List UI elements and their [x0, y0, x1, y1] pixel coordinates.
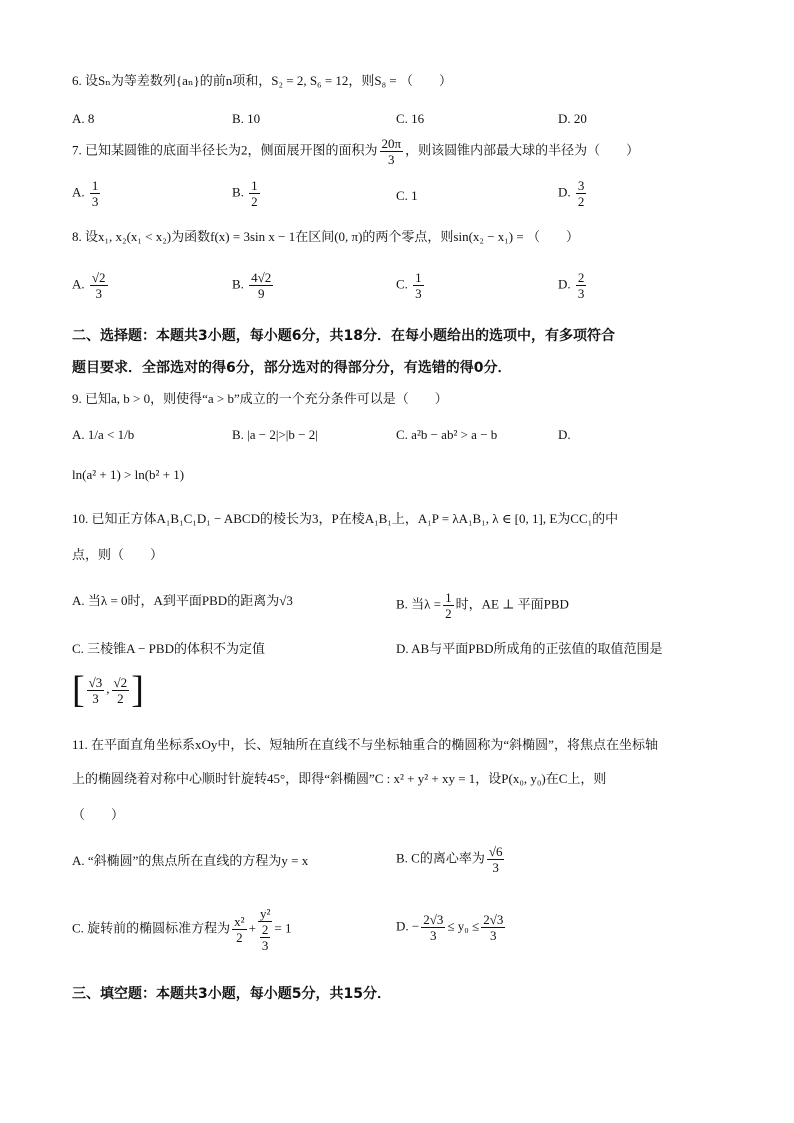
q8-c-den: 3 — [415, 286, 422, 301]
q8-d-den: 3 — [577, 286, 585, 301]
q10-range-hi-num: √2 — [113, 674, 128, 690]
q6-option-a: A. 8 — [72, 111, 95, 126]
q7-d-num: 3 — [577, 178, 585, 193]
q11-d-part1: D. − — [396, 918, 420, 934]
q8-option-a-label: A. — [72, 276, 85, 292]
q7-stem-part1: 7. 已知某圆锥的底面半径长为2，侧面展开图的面积为 — [72, 142, 378, 158]
q11-option-c: C. 旋转前的椭圆标准方程为 $\frac{\text{x²}}{2}$ + $\frac{\text{y²}}{\frac{2}{3}}$ = 1 — [72, 906, 292, 953]
q7-option-c: C. 1 — [396, 188, 418, 203]
q10-option-b — [396, 590, 569, 621]
q6-option-b: B. 10 — [232, 111, 261, 126]
q8-option-a — [72, 270, 110, 301]
q11-d-part2: ≤ y₀ ≤ — [447, 918, 480, 934]
q8-d-num: 2 — [577, 270, 585, 285]
q7-b-den: 2 — [251, 194, 258, 209]
q8-b-num: 4√2 — [251, 270, 272, 285]
q7-option-d — [558, 178, 588, 209]
section3-heading: 三、填空题：本题共3小题，每小题5分，共15分． — [72, 986, 391, 1002]
q11-b-den: 3 — [492, 860, 499, 875]
q10-b-part1: B. 当λ = — [396, 596, 442, 612]
q7-b-num: 1 — [251, 178, 258, 193]
q11-option-b — [396, 844, 506, 875]
q9-option-c: C. a²b − ab² > a − b — [396, 427, 498, 442]
q11-stem-line2: 上的椭圆绕着对称中心顺时针旋转45°，即得“斜椭圆”C : x² + y² + xy = 1，设P(x₀, y₀)在C上，则 — [72, 771, 607, 786]
q8-a-den: 3 — [95, 286, 102, 301]
q7-frac-num: 20π — [381, 136, 402, 151]
q10-range-lo-num: √3 — [88, 674, 103, 690]
q8-a-num: √2 — [91, 270, 106, 285]
left-bracket: [ — [72, 669, 85, 711]
q8-option-d-label: D. — [558, 276, 571, 292]
q11-b-part1: B. C的离心率为 — [396, 850, 485, 866]
q10-b-part2: 时，AE ⊥ 平面PBD — [455, 596, 569, 612]
q10-option-c: C. 三棱锥A − PBD的体积不为定值 — [72, 641, 265, 656]
q7-option-b — [232, 178, 262, 209]
q11-d-hi-num: 2√3 — [483, 912, 504, 927]
q9-option-d: D. — [558, 427, 571, 442]
q8-option-c — [396, 270, 426, 301]
q7-stem-fraction — [380, 136, 404, 167]
right-bracket: ] — [131, 669, 144, 711]
q8-c-num: 1 — [415, 270, 422, 285]
q9-option-b: B. |a − 2|>|b − 2| — [232, 427, 318, 442]
q11-stem-line1: 11. 在平面直角坐标系xOy中，长、短轴所在直线不与坐标轴重合的椭圆称为“斜椭圆”，将焦点在坐标轴 — [72, 737, 658, 752]
q7-frac-den: 3 — [388, 152, 395, 167]
q11-d-hi-den: 3 — [490, 928, 497, 943]
q8-option-c-label: C. — [396, 276, 408, 292]
q10-range-lo-den: 3 — [92, 690, 99, 706]
q7-option-b-label: B. — [232, 184, 244, 200]
q7-stem-part2: ，则该圆锥内部最大球的半径为（ ） — [405, 142, 640, 158]
q11-d-lo-den: 3 — [430, 928, 437, 943]
section2-heading-line2: 题目要求．全部选对的得6分，部分选对的得部分分，有选错的得0分． — [72, 360, 512, 376]
q7-option-a — [72, 178, 102, 209]
q7-option-d-label: D. — [558, 184, 571, 200]
q10-stem-line1: 10. 已知正方体A₁B₁C₁D₁ − ABCD的棱长为3，P在棱A₁B₁上，A₁P = λA₁B₁, λ ∈ [0, 1], E为CC₁的中 — [72, 511, 619, 526]
q8-option-b-label: B. — [232, 276, 244, 292]
q10-option-a: A. 当λ = 0时，A到平面PBD的距离为√3 — [72, 593, 293, 608]
q11-b-num: √6 — [488, 844, 503, 859]
q7-d-den: 2 — [577, 194, 585, 209]
q10-stem-line2: 点，则（ ） — [72, 547, 164, 562]
q9-option-a: A. 1/a < 1/b — [72, 427, 135, 442]
q10-b-num: 1 — [445, 590, 452, 605]
q11-option-a: A. “斜椭圆”的焦点所在直线的方程为y = x — [72, 853, 309, 868]
q6-option-c: C. 16 — [396, 111, 425, 126]
q9-stem: 9. 已知a, b > 0，则使得“a > b”成立的一个充分条件可以是（ ） — [72, 391, 448, 406]
section2-heading-line1: 二、选择题：本题共3小题，每小题6分，共18分．在每小题给出的选项中，有多项符合 — [72, 328, 615, 344]
q11-d-lo-num: 2√3 — [423, 912, 444, 927]
q8-option-d — [558, 270, 588, 301]
q7-a-den: 3 — [91, 194, 99, 209]
q11-option-d — [396, 912, 507, 943]
q8-stem: 8. 设x₁, x₂(x₁ < x₂)为函数f(x) = 3sin x − 1在区间(0, π)的两个零点，则sin(x₂ − x₁) = （ ） — [72, 229, 579, 244]
q7-option-a-label: A. — [72, 184, 85, 200]
q11-stem-line3: （ ） — [72, 807, 125, 822]
q10-option-d-range: [ $\frac{√3}{3}$ , $\frac{√2}{2}$ ] — [72, 669, 144, 711]
q11-c-part1: C. 旋转前的椭圆标准方程为 — [72, 920, 231, 936]
q6-stem: 6. 设Sₙ为等差数列{aₙ}的前n项和，S₂ = 2, S₆ = 12，则S₈ = （ ） — [72, 73, 453, 88]
q10-range-hi-den: 2 — [117, 690, 124, 706]
q6-option-d: D. 20 — [558, 111, 587, 126]
q10-option-d: D. AB与平面PBD所成角的正弦值的取值范围是 — [396, 641, 663, 656]
q7-stem — [72, 136, 639, 167]
q9-option-d-content: ln(a² + 1) > ln(b² + 1) — [72, 467, 185, 482]
q8-b-den: 9 — [257, 286, 265, 301]
q7-a-num: 1 — [91, 178, 99, 193]
q8-option-b — [232, 270, 275, 301]
q10-b-den: 2 — [445, 606, 452, 621]
